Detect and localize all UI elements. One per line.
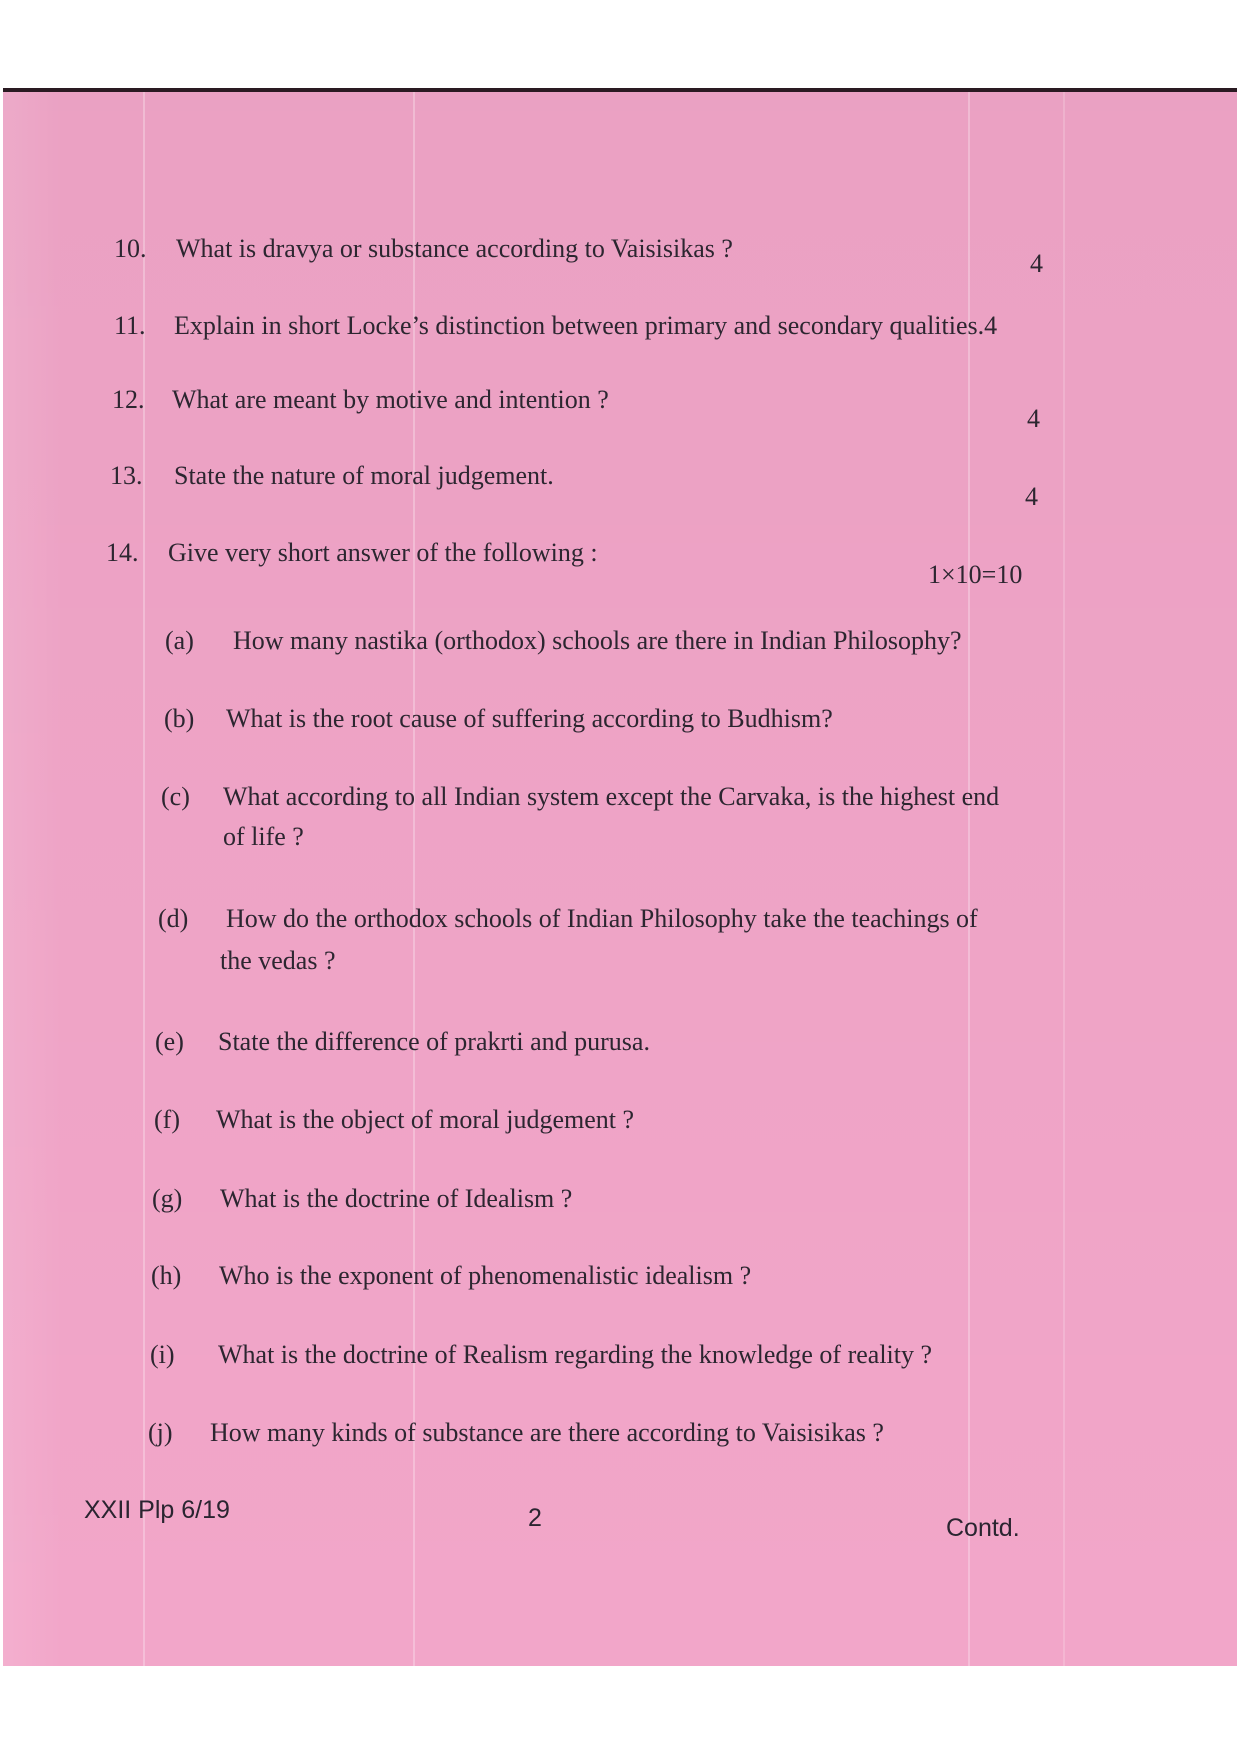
question-marks: 4	[1030, 249, 1043, 278]
question-marks: 4	[1025, 482, 1038, 511]
sub-question-label: (h)	[151, 1261, 182, 1290]
question-text: Explain in short Locke’s distinction between primary and secondary qualities.4	[174, 311, 998, 340]
sub-question-g	[152, 1180, 1052, 1220]
sub-question-text: Who is the exponent of phenomenalistic idealism ?	[219, 1261, 752, 1290]
question-marks: 1×10=10	[928, 560, 1023, 589]
sub-question-text: How many nastika (orthodox) schools are there in Indian Philosophy?	[233, 626, 962, 655]
sub-question-text: What is the doctrine of Idealism ?	[220, 1184, 573, 1213]
sub-question-e	[155, 1023, 1055, 1063]
question-text: What are meant by motive and intention ?	[172, 385, 609, 414]
question-number: 11.	[114, 311, 146, 340]
question-number: 14.	[106, 538, 139, 567]
sub-question-label: (f)	[154, 1105, 180, 1134]
sub-question-label: (d)	[158, 904, 189, 933]
question-marks: 4	[1027, 404, 1040, 433]
paper-code: XXII Plp 6/19	[84, 1496, 230, 1524]
sub-question-label: (j)	[148, 1418, 173, 1447]
sub-question-label: (e)	[155, 1027, 184, 1056]
sub-question-text: the vedas ?	[220, 946, 336, 975]
question-12	[112, 381, 1052, 421]
question-11	[114, 307, 1074, 347]
sub-question-text: What is the object of moral judgement ?	[216, 1105, 635, 1134]
sub-question-label: (b)	[164, 704, 195, 733]
question-13	[110, 457, 1050, 497]
question-text: State the nature of moral judgement.	[174, 461, 554, 490]
question-number: 10.	[114, 234, 147, 263]
sub-question-text: State the difference of prakrti and purusa.	[218, 1027, 650, 1056]
question-text: Give very short answer of the following :	[168, 538, 598, 567]
sub-question-c	[161, 778, 1061, 858]
sub-question-i	[150, 1336, 1050, 1376]
sub-question-a	[165, 622, 1065, 662]
continued-label: Contd.	[946, 1514, 1020, 1542]
sub-question-label: (a)	[165, 626, 194, 655]
sub-question-b	[164, 700, 1064, 740]
page-number: 2	[528, 1504, 542, 1532]
sub-question-text: What is the root cause of suffering according to Budhism?	[226, 704, 833, 733]
sub-question-d	[158, 900, 1058, 980]
sub-question-text: How many kinds of substance are there according to Vaisisikas ?	[210, 1418, 884, 1447]
sub-question-text: How do the orthodox schools of Indian Philosophy take the teachings of	[226, 904, 978, 933]
sub-question-j	[148, 1414, 1048, 1454]
sub-question-text: What is the doctrine of Realism regarding the knowledge of reality ?	[218, 1340, 933, 1369]
question-number: 13.	[110, 461, 143, 490]
question-number: 12.	[112, 385, 145, 414]
sub-question-label: (g)	[152, 1184, 183, 1213]
sub-question-label: (c)	[161, 782, 190, 811]
sub-question-f	[154, 1101, 1054, 1141]
sub-question-text: What according to all Indian system except the Carvaka, is the highest end	[223, 782, 1000, 811]
question-text: What is dravya or substance according to Vaisisikas ?	[176, 234, 733, 263]
sub-question-h	[151, 1257, 1051, 1297]
sub-question-label: (i)	[150, 1340, 175, 1369]
question-14	[106, 534, 1006, 574]
sub-question-text: of life ?	[223, 822, 304, 851]
question-10	[114, 230, 1054, 270]
